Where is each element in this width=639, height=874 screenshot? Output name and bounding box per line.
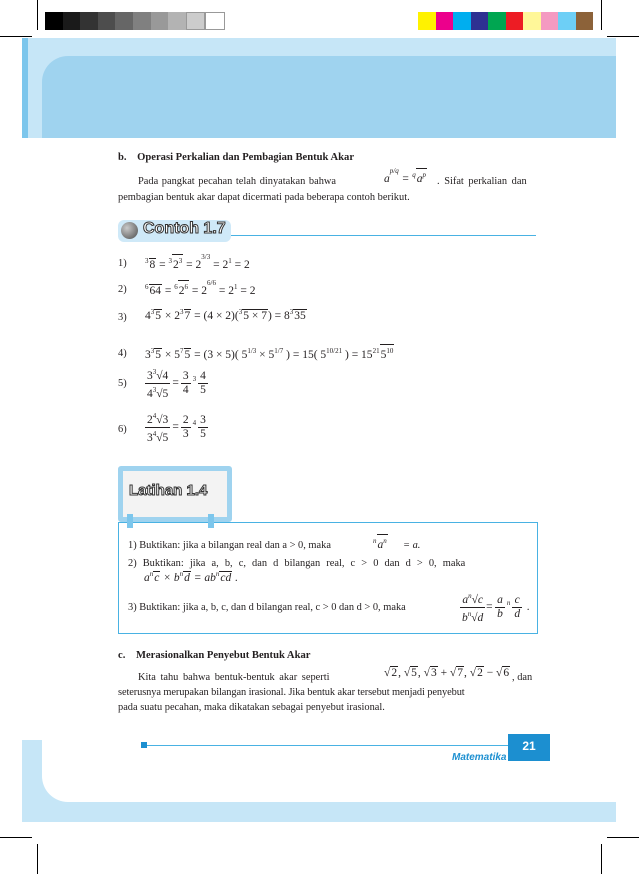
crop-mark bbox=[607, 36, 639, 37]
contoh-item-number: 5) bbox=[118, 378, 127, 389]
section-c-irrational-list: √2, √5, √3 + √7, √2 − √6 bbox=[384, 667, 510, 679]
footer-rule-dot bbox=[141, 742, 147, 748]
contoh-formula-6: $\frac{2^4√3}{3^4√5}$ = $\frac{2}{3}$ $^4$ $\frac{3}{5}$ bbox=[147, 412, 206, 444]
latihan-item-2-formula: $a^nc \times b^nd = ab^ncd$ . bbox=[144, 570, 238, 584]
header-band-accent bbox=[42, 56, 616, 138]
contoh-item-number: 1) bbox=[118, 258, 127, 269]
footer-rule bbox=[145, 745, 508, 746]
latihan-item-1-tail: = a. bbox=[403, 540, 421, 551]
contoh-item-number: 3) bbox=[118, 312, 127, 323]
section-c-p1b: , dan bbox=[512, 672, 533, 683]
section-c-p2: seterusnya merupakan bilangan irasional. Jika bentuk akar tersebut menjadi penyebut bbox=[118, 687, 465, 698]
contoh-formula-5: $\frac{3^3√4}{4^3√5}$ = $\frac{3}{4}$ $^3$ $\frac{4}{5}$ bbox=[147, 368, 206, 400]
contoh-item-number: 6) bbox=[118, 424, 127, 435]
crop-mark bbox=[37, 844, 38, 874]
latihan-item-3-formula: $\frac{a^n√c}{b^n√d}$ = $\frac{a}{b}$ $^n$ $\frac{c}{d}$ . bbox=[462, 592, 530, 624]
header-band-accent bbox=[22, 38, 28, 138]
globe-icon bbox=[121, 222, 138, 239]
latihan-item-1-formula: $^na^n$ bbox=[373, 534, 388, 552]
section-c-p1a: Kita tahu bahwa bentuk-bentuk akar seperti bbox=[138, 672, 330, 683]
grayscale-bar bbox=[45, 12, 225, 30]
latihan-item-1: 1) Buktikan: jika a bilangan real dan a > 0, maka bbox=[128, 540, 331, 551]
crop-mark bbox=[0, 36, 32, 37]
latihan-easel-leg bbox=[208, 514, 214, 528]
crop-mark bbox=[601, 0, 602, 30]
latihan-item-2: 2) Buktikan: jika a, b, c, dan d bilangan real, c > 0 dan d > 0, maka bbox=[128, 558, 466, 569]
footer-subject: Matematika bbox=[452, 752, 507, 763]
latihan-item-3: 3) Buktikan: jika a, b, c, dan d bilangan real, c > 0 dan d > 0, maka bbox=[128, 602, 406, 613]
color-bar bbox=[418, 12, 593, 30]
crop-mark bbox=[601, 844, 602, 874]
contoh-formula-4: $3^35 \times 5^75 = (3 \times 5)$( $5^{1/3} \times 5^{1/7}$ ) = 15( $5^{10/21}$ ) = $15^{21}5^{10}$ bbox=[145, 344, 394, 362]
latihan-label: Latihan 1.4 bbox=[129, 482, 208, 499]
contoh-formula-3: $4^35 \times 2^37 = (4 \times 2)(^35 \times 7) = 8^335$ bbox=[145, 308, 306, 322]
crop-mark bbox=[37, 0, 38, 30]
formula-pangkat-pecahan: $a^{p/q} = ^qa^p$ bbox=[384, 167, 426, 185]
contoh-formula-2: $^664 = ^62^6 = 2^{6/6} = 2^1 = 2$ bbox=[145, 279, 256, 297]
section-c-title: c. Merasionalkan Penyebut Bentuk Akar bbox=[118, 650, 311, 661]
section-b-intro-2: . Sifat perkalian dan bbox=[437, 176, 527, 187]
latihan-easel-leg bbox=[127, 514, 133, 528]
section-b-intro-3: pembagian bentuk akar dapat dicermati pada beberapa contoh berikut. bbox=[118, 192, 410, 203]
contoh-label: Contoh 1.7 bbox=[143, 220, 226, 237]
section-b-intro-1: Pada pangkat pecahan telah dinyatakan bahwa bbox=[138, 176, 337, 187]
crop-mark bbox=[0, 837, 32, 838]
section-b-title: b. Operasi Perkalian dan Pembagian Bentuk Akar bbox=[118, 152, 355, 163]
page-number: 21 bbox=[522, 739, 536, 753]
crop-mark bbox=[607, 837, 639, 838]
contoh-item-number: 4) bbox=[118, 348, 127, 359]
contoh-item-number: 2) bbox=[118, 284, 127, 295]
section-c-p3: pada suatu pecahan, maka dikatakan sebagai penyebut irasional. bbox=[118, 702, 385, 713]
contoh-formula-1: $^38 = ^32^3 = 2^{3/3} = 2^1 = 2$ bbox=[145, 253, 250, 271]
